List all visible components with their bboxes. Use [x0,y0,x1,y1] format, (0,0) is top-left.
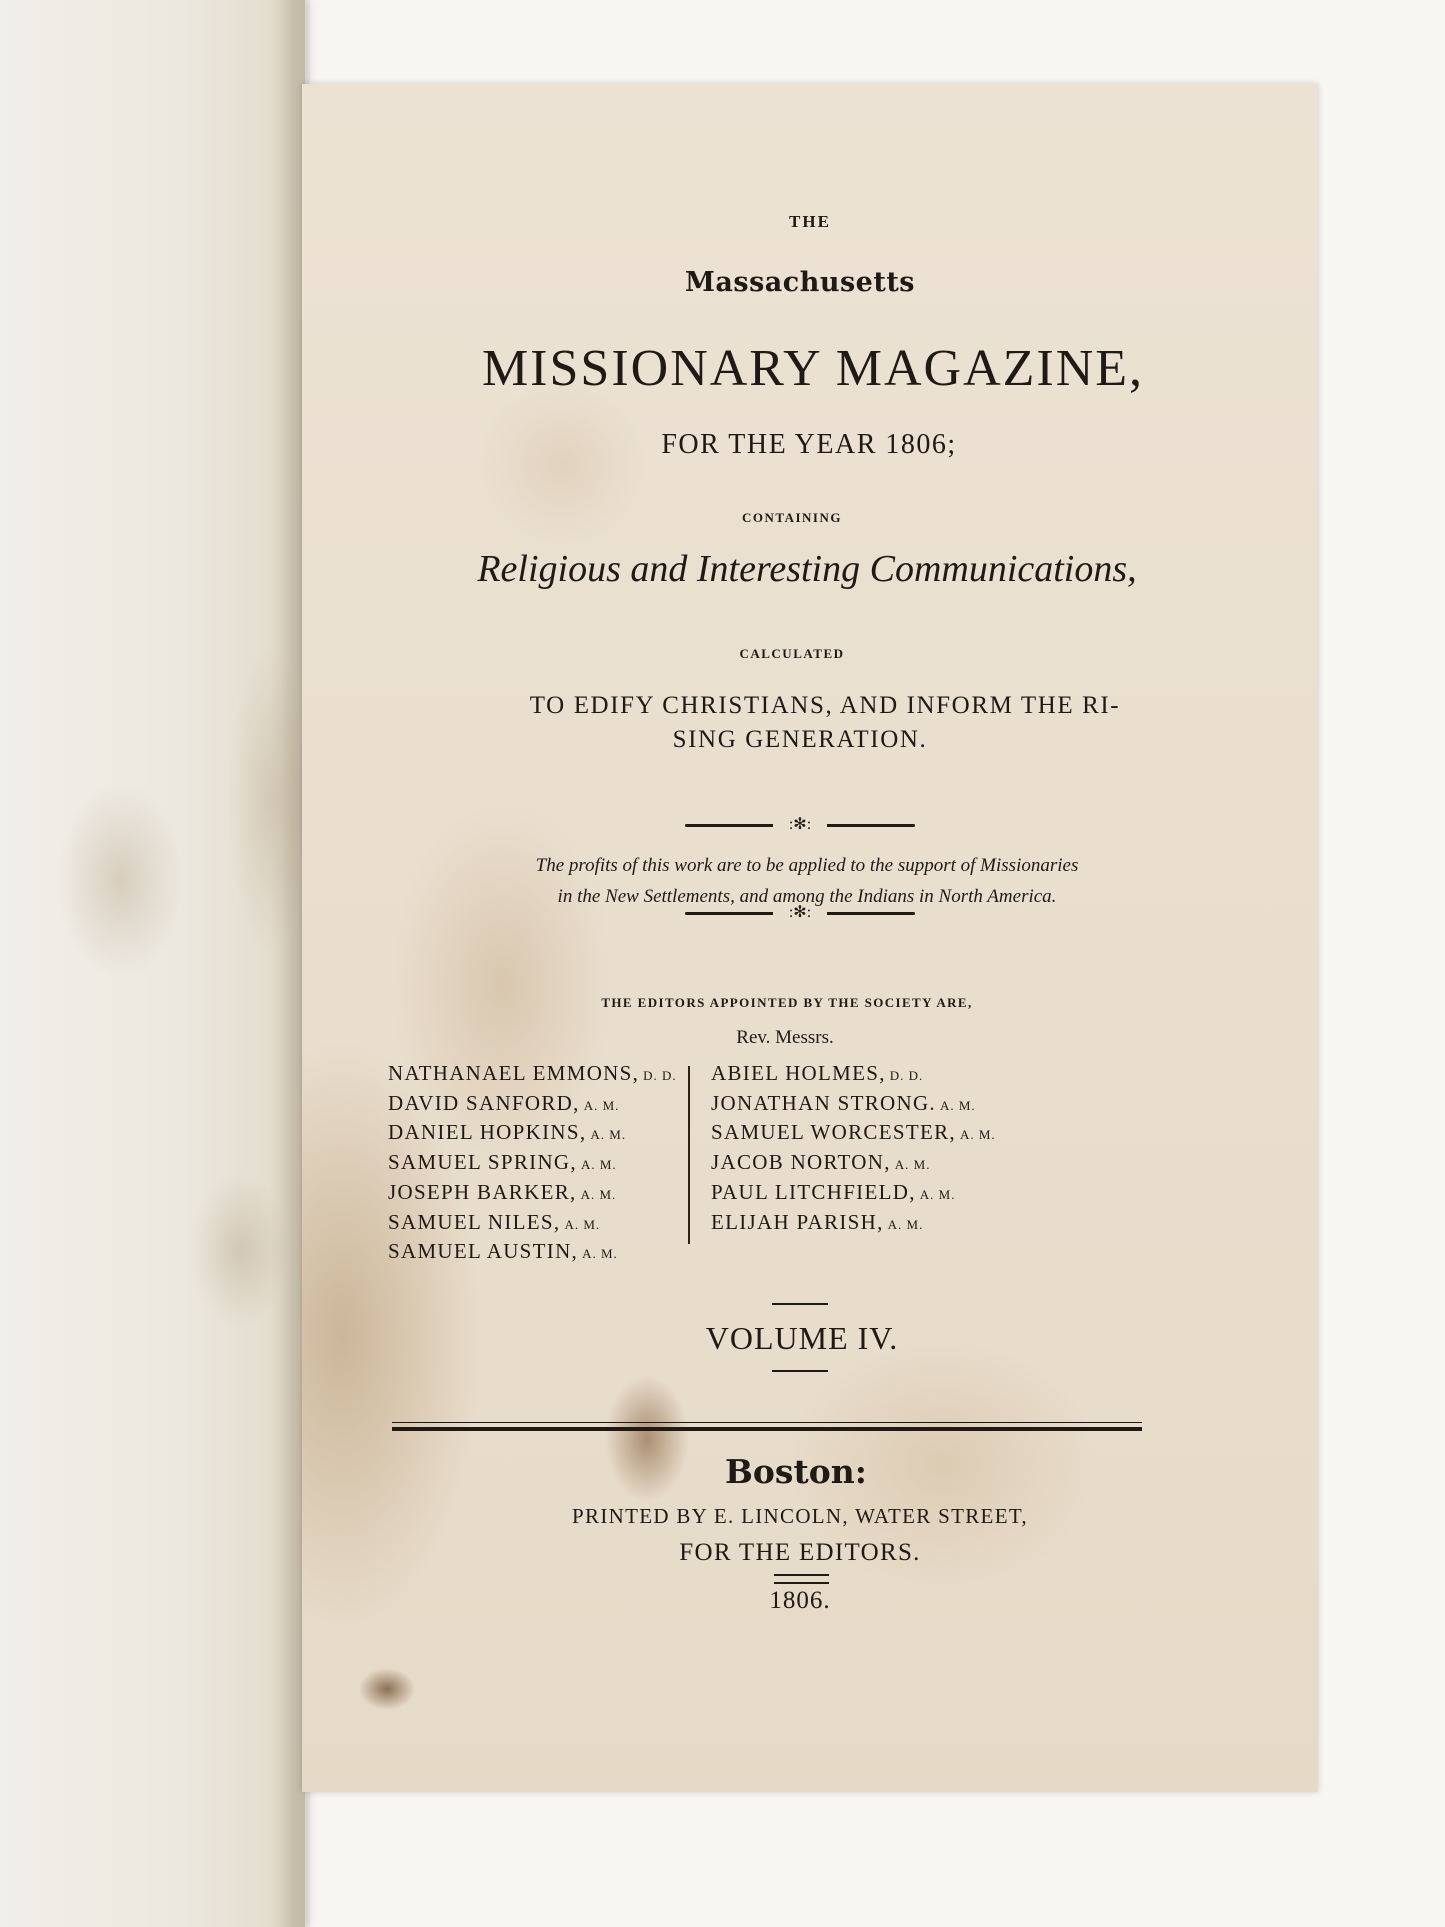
imprint-double-rule [392,1422,1142,1431]
editor-entry: JACOB NORTON, A. M. [711,1150,931,1175]
editor-entry: DANIEL HOPKINS, A. M. [388,1120,627,1145]
imprint-printer: PRINTED BY E. LINCOLN, WATER STREET, [572,1504,1028,1528]
ornament-top [292,818,1308,836]
fleuron-icon: :✻: [788,816,812,833]
imprint-mini-rules [774,1574,829,1584]
editor-entry: PAUL LITCHFIELD, A. M. [711,1179,956,1204]
editor-entry: ELIJAH PARISH, A. M. [711,1209,924,1234]
editor-entry: DAVID SANFORD, A. M. [388,1090,620,1115]
editors-list-right [711,1060,996,1238]
editor-entry: JOSEPH BARKER, A. M. [388,1179,617,1204]
editor-entry: SAMUEL WORCESTER, A. M. [711,1120,996,1145]
editors-messrs: Rev. Messrs. [736,1027,834,1048]
calculated-label: CALCULATED [739,646,845,661]
ornament-bar-left [685,824,773,827]
editor-entry: SAMUEL NILES, A. M. [388,1209,601,1234]
title-article: THE [789,212,831,231]
imprint-year: 1806. [769,1587,831,1614]
blank-leaf [0,0,305,1927]
subtitle-religious: Religious and Interesting Communications, [477,548,1137,590]
purpose-line-2: SING GENERATION. [672,726,928,753]
profits-line-2: in the New Settlements, and among the Indians in North America. [557,886,1057,907]
fleuron-icon: :✻: [788,904,812,921]
ornament-bar-left [685,912,773,915]
volume-label: VOLUME IV. [705,1320,899,1356]
imprint-for-editors: FOR THE EDITORS. [679,1539,921,1566]
editor-entry: SAMUEL AUSTIN, A. M. [388,1239,618,1264]
editors-list-left [388,1060,677,1268]
ornament-bottom [292,906,1308,924]
editor-entry: NATHANAEL EMMONS, D. D. [388,1061,677,1085]
containing-label: CONTAINING [742,510,842,525]
editor-entry: JONATHAN STRONG. A. M. [711,1090,976,1115]
editor-entry: SAMUEL SPRING, A. M. [388,1150,617,1175]
profits-line-1: The profits of this work are to be applied to the support of Missionaries [535,855,1079,876]
editors-heading: THE EDITORS APPOINTED BY THE SOCIETY ARE, [601,995,973,1010]
editors-column-divider [688,1066,690,1244]
ornament-bar-right [827,912,915,915]
purpose-line-1: TO EDIFY CHRISTIANS, AND INFORM THE RI- [529,692,1121,719]
volume-rule-bottom [772,1370,828,1372]
title-page [302,84,1318,1792]
year-line: FOR THE YEAR 1806; [661,429,957,460]
title-blackletter-massachusetts: Massachusetts [684,267,915,298]
ornament-bar-right [827,824,915,827]
volume-rule-top [772,1303,828,1305]
editor-entry: ABIEL HOLMES, D. D. [711,1061,924,1085]
imprint-city: Boston: [725,1452,867,1491]
main-title: MISSIONARY MAGAZINE, [481,340,1145,397]
